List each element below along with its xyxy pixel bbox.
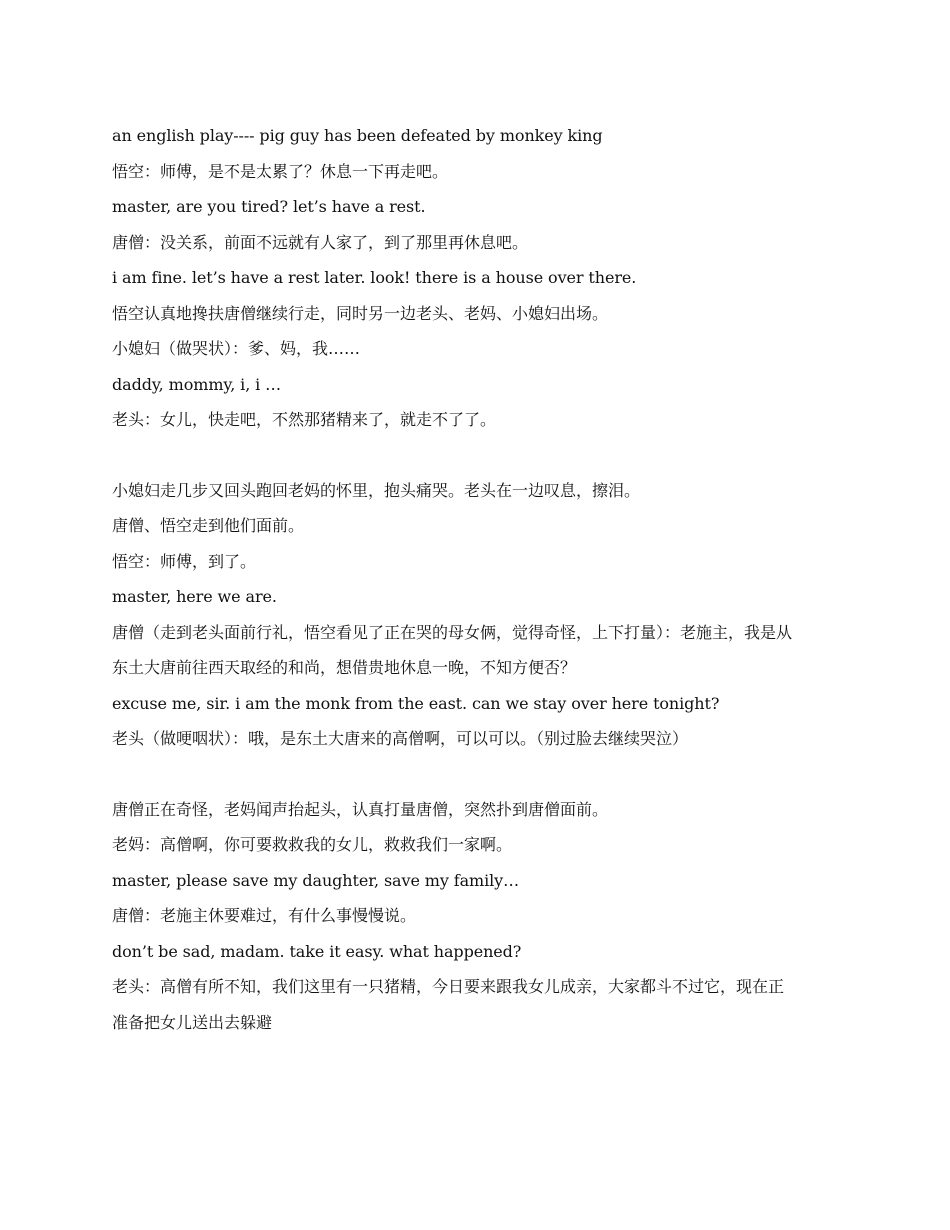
script-line: daddy, mommy, i, i … xyxy=(112,374,282,394)
stage-direction: 唐僧、悟空走到他们面前。 xyxy=(112,516,305,535)
stage-direction: 小媳妇走几步又回头跑回老妈的怀里，抱头痛哭。老头在一边叹息，擦泪。 xyxy=(112,480,641,500)
stage-direction: 唐僧正在奇怪，老妈闻声抬起头，认真打量唐僧，突然扑到唐僧面前。 xyxy=(112,799,609,819)
script-line: 准备把女儿送出去躲避 xyxy=(112,1012,273,1032)
play-title: an english play---- pig guy has been defeated by monkey king xyxy=(112,126,603,145)
paragraph-gap xyxy=(112,764,837,799)
script-line: 老妈：高僧啊，你可要救救我的女儿，救救我们一家啊。 xyxy=(112,835,513,854)
script-body xyxy=(112,125,837,1047)
script-line: 悟空：师傅，是不是太累了？休息一下再走吧。 xyxy=(112,161,449,181)
script-line: master, are you tired? let’s have a rest. xyxy=(112,197,426,216)
script-line: 唐僧：没关系，前面不远就有人家了，到了那里再休息吧。 xyxy=(112,232,529,252)
script-line: 悟空：师傅，到了。 xyxy=(112,551,257,571)
script-line: 小媳妇（做哭状）：爹、妈，我…… xyxy=(112,339,361,358)
paragraph-gap xyxy=(112,445,837,480)
script-line: don’t be sad, madam. take it easy. what happened? xyxy=(112,941,522,961)
script-line: 老头：高僧有所不知，我们这里有一只猪精，今日要来跟我女儿成亲，大家都斗不过它，现在正 xyxy=(112,977,785,996)
script-line: 唐僧：老施主休要难过，有什么事慢慢说。 xyxy=(112,906,417,925)
script-line: i am fine. let’s have a rest later. look! there is a house over there. xyxy=(112,268,637,287)
script-line: 老头（做哽咽状）：哦，是东土大唐来的高僧啊，可以可以。（别过脸去继续哭泣） xyxy=(112,729,689,748)
script-line: 老头：女儿，快走吧，不然那猪精来了，就走不了了。 xyxy=(112,410,497,429)
script-line: excuse me, sir. i am the monk from the east. can we stay over here tonight? xyxy=(112,693,720,713)
stage-direction: 悟空认真地搀扶唐僧继续行走，同时另一边老头、老妈、小媳妇出场。 xyxy=(112,303,609,323)
script-line: master, here we are. xyxy=(112,587,277,606)
script-line: 东土大唐前往西天取经的和尚，想借贵地休息一晚，不知方便否？ xyxy=(112,658,577,677)
script-line: master, please save my daughter, save my family… xyxy=(112,870,519,890)
script-line: 唐僧（走到老头面前行礼，悟空看见了正在哭的母女俩，觉得奇怪，上下打量）：老施主，我是从 xyxy=(112,622,793,642)
